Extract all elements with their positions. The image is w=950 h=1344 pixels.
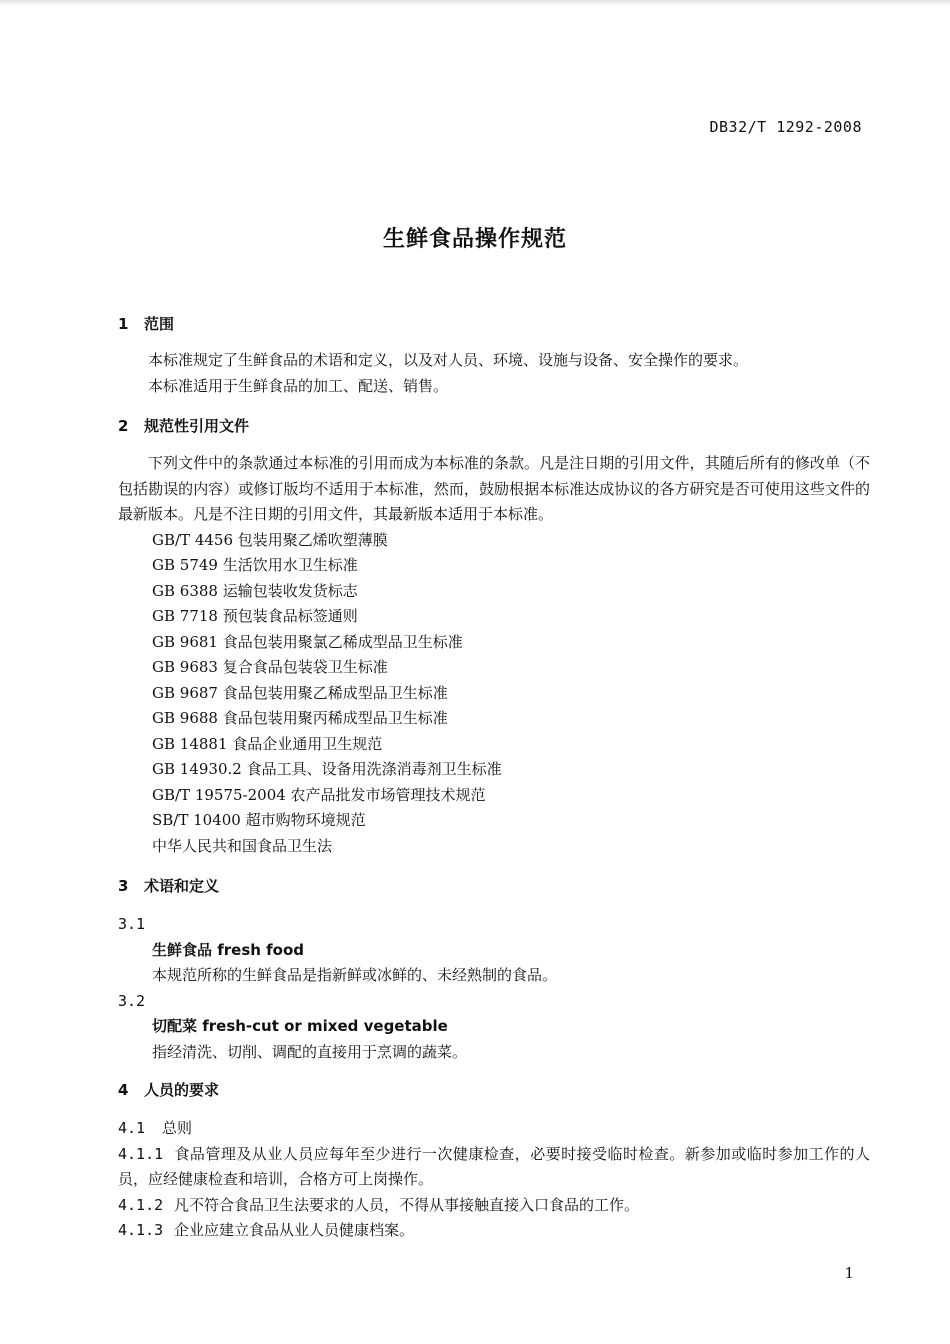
section-heading [118, 414, 870, 440]
reference-item: GB 9683 复合食品包装袋卫生标准 [152, 658, 388, 676]
term-number: 3.1 [118, 915, 146, 933]
section-2 [118, 414, 870, 440]
scan-edge [0, 0, 950, 6]
section-number: 2 [118, 417, 129, 435]
section-4-body [118, 1116, 870, 1244]
reference-item: SB/T 10400 超市购物环境规范 [152, 811, 366, 829]
term-definition: 本规范所称的生鲜食品是指新鲜或冰鲜的、未经熟制的食品。 [152, 966, 558, 984]
reference-item: GB 6388 运输包装收发货标志 [152, 581, 358, 600]
clause-number: 4.1.1 [118, 1144, 164, 1163]
section-4 [118, 1078, 870, 1104]
term-definition: 指经清洗、切削、调配的直接用于烹调的蔬菜。 [152, 1042, 468, 1061]
subsection-heading [118, 1116, 870, 1142]
section-title: 术语和定义 [144, 877, 220, 895]
term-name: 生鲜食品 fresh food [152, 940, 305, 959]
reference-item: 中华人民共和国食品卫生法 [152, 836, 333, 855]
standard-code: DB32/T 1292-2008 [709, 118, 862, 136]
section-heading [118, 312, 870, 338]
paragraph: 下列文件中的条款通过本标准的引用而成为本标准的条款。凡是注日期的引用文件，其随后所有的修改单（不包括勘误的内容）或修订版均不适用于本标准，然而，鼓励根据本标准达成协议的各方研究是否可使用这些文件的最新版本。凡是不注日期的引用文件，其最新版本适用于本标准。 [118, 454, 870, 523]
reference-item: GB 5749 生活饮用水卫生标准 [152, 556, 358, 574]
subsection-number: 4.1 [118, 1119, 146, 1137]
section-title: 人员的要求 [144, 1081, 220, 1099]
reference-item: GB 9688 食品包装用聚丙稀成型品卫生标准 [152, 709, 448, 727]
section-title: 规范性引用文件 [144, 417, 250, 435]
paragraph: 本标准适用于生鲜食品的加工、配送、销售。 [148, 376, 449, 395]
reference-item: GB 7718 预包装食品标签通则 [152, 607, 358, 625]
reference-item: GB/T 19575-2004 农产品批发市场管理技术规范 [152, 785, 486, 804]
clause-number: 4.1.2 [118, 1195, 164, 1214]
term-name: 切配菜 fresh-cut or mixed vegetable [152, 1017, 448, 1035]
section-3 [118, 874, 870, 900]
section-number: 3 [118, 877, 129, 895]
clause [118, 1142, 870, 1193]
clause-number: 4.1.3 [118, 1221, 164, 1239]
section-1 [118, 312, 870, 338]
section-1-body [118, 348, 870, 399]
document-title: 生鲜食品操作规范 [382, 227, 567, 252]
paragraph: 本标准规定了生鲜食品的术语和定义，以及对人员、环境、设施与设备、安全操作的要求。 [148, 351, 749, 369]
reference-item: GB 14930.2 食品工具、设备用洗涤消毒剂卫生标准 [152, 760, 502, 778]
clause [118, 1218, 870, 1244]
reference-item: GB 9681 食品包装用聚氯乙稀成型品卫生标准 [152, 632, 463, 651]
section-number: 4 [118, 1081, 129, 1099]
page-number: 1 [844, 1264, 854, 1282]
term-number: 3.2 [118, 991, 146, 1010]
section-number: 1 [118, 315, 129, 333]
clause [118, 1193, 870, 1219]
section-heading [118, 1078, 870, 1104]
reference-list [118, 528, 870, 860]
section-heading [118, 874, 870, 900]
section-3-body [118, 912, 870, 1065]
reference-item: GB 9687 食品包装用聚乙稀成型品卫生标准 [152, 683, 448, 702]
section-2-body [118, 451, 870, 859]
clause-text: 凡不符合食品卫生法要求的人员，不得从事接触直接入口食品的工作。 [174, 1195, 640, 1214]
section-title: 范围 [144, 315, 175, 333]
clause-text: 食品管理及从业人员应每年至少进行一次健康检查，必要时接受临时检查。新参加或临时参加工作的人员，应经健康检查和培训，合格方可上岗操作。 [118, 1144, 870, 1188]
subsection-title: 总则 [162, 1119, 193, 1137]
reference-item: GB 14881 食品企业通用卫生规范 [152, 734, 383, 753]
clause-text: 企业应建立食品从业人员健康档案。 [174, 1221, 415, 1239]
reference-item: GB/T 4456 包装用聚乙烯吹塑薄膜 [152, 530, 388, 549]
